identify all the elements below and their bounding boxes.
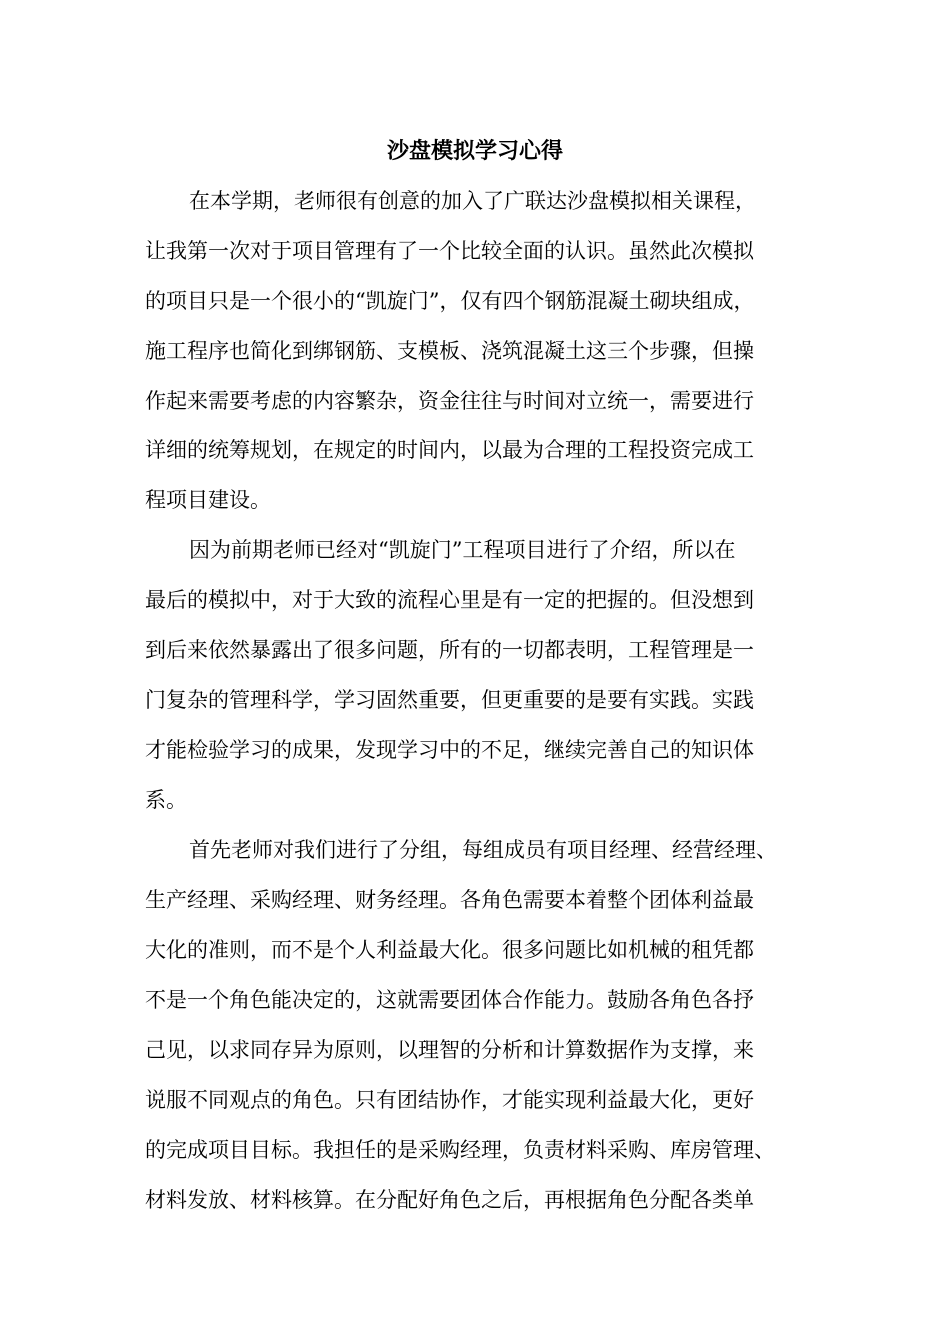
paragraph-line: 材料发放、材料核算。在分配好角色之后，再根据角色分配各类单 [145,1188,754,1212]
paragraph-line: 才能检验学习的成果，发现学习中的不足，继续完善自己的知识体 [145,738,754,762]
paragraph-line: 的项目只是一个很小的“凯旋门”，仅有四个钢筋混凝土砌块组成， [145,289,755,313]
paragraph-line: 作起来需要考虑的内容繁杂，资金往往与时间对立统一，需要进行 [145,389,754,413]
paragraph-line: 大化的准则，而不是个人利益最大化。很多问题比如机械的租凭都 [145,938,754,962]
document-title: 沙盘模拟学习心得 [386,138,563,164]
paragraph-line: 不是一个角色能决定的，这就需要团体合作能力。鼓励各角色各抒 [145,988,754,1012]
paragraph-line: 施工程序也简化到绑钢筋、支模板、浇筑混凝土这三个步骤，但操 [145,339,754,363]
paragraph-line: 门复杂的管理科学，学习固然重要，但更重要的是要有实践。实践 [145,688,754,712]
paragraph-line: 让我第一次对于项目管理有了一个比较全面的认识。虽然此次模拟 [145,239,754,263]
paragraph-line: 程项目建设。 [145,488,271,512]
paragraph-line: 说服不同观点的角色。只有团结协作，才能实现利益最大化，更好 [145,1088,754,1112]
paragraph-line: 因为前期老师已经对“凯旋门”工程项目进行了介绍，所以在 [189,538,736,562]
paragraph-line: 到后来依然暴露出了很多问题，所有的一切都表明，工程管理是一 [145,638,754,662]
paragraph-line: 最后的模拟中，对于大致的流程心里是有一定的把握的。但没想到 [145,588,754,612]
paragraph-line: 在本学期，老师很有创意的加入了广联达沙盘模拟相关课程， [189,189,756,213]
paragraph-line: 详细的统筹规划，在规定的时间内，以最为合理的工程投资完成工 [145,438,754,462]
paragraph-line: 首先老师对我们进行了分组，每组成员有项目经理、经营经理、 [189,838,777,862]
paragraph-line: 己见，以求同存异为原则，以理智的分析和计算数据作为支撑，来 [145,1038,754,1062]
paragraph-line: 系。 [145,788,187,812]
paragraph-line: 的完成项目目标。我担任的是采购经理，负责材料采购、库房管理、 [145,1138,775,1162]
paragraph-line: 生产经理、采购经理、财务经理。各角色需要本着整个团体利益最 [145,888,754,912]
